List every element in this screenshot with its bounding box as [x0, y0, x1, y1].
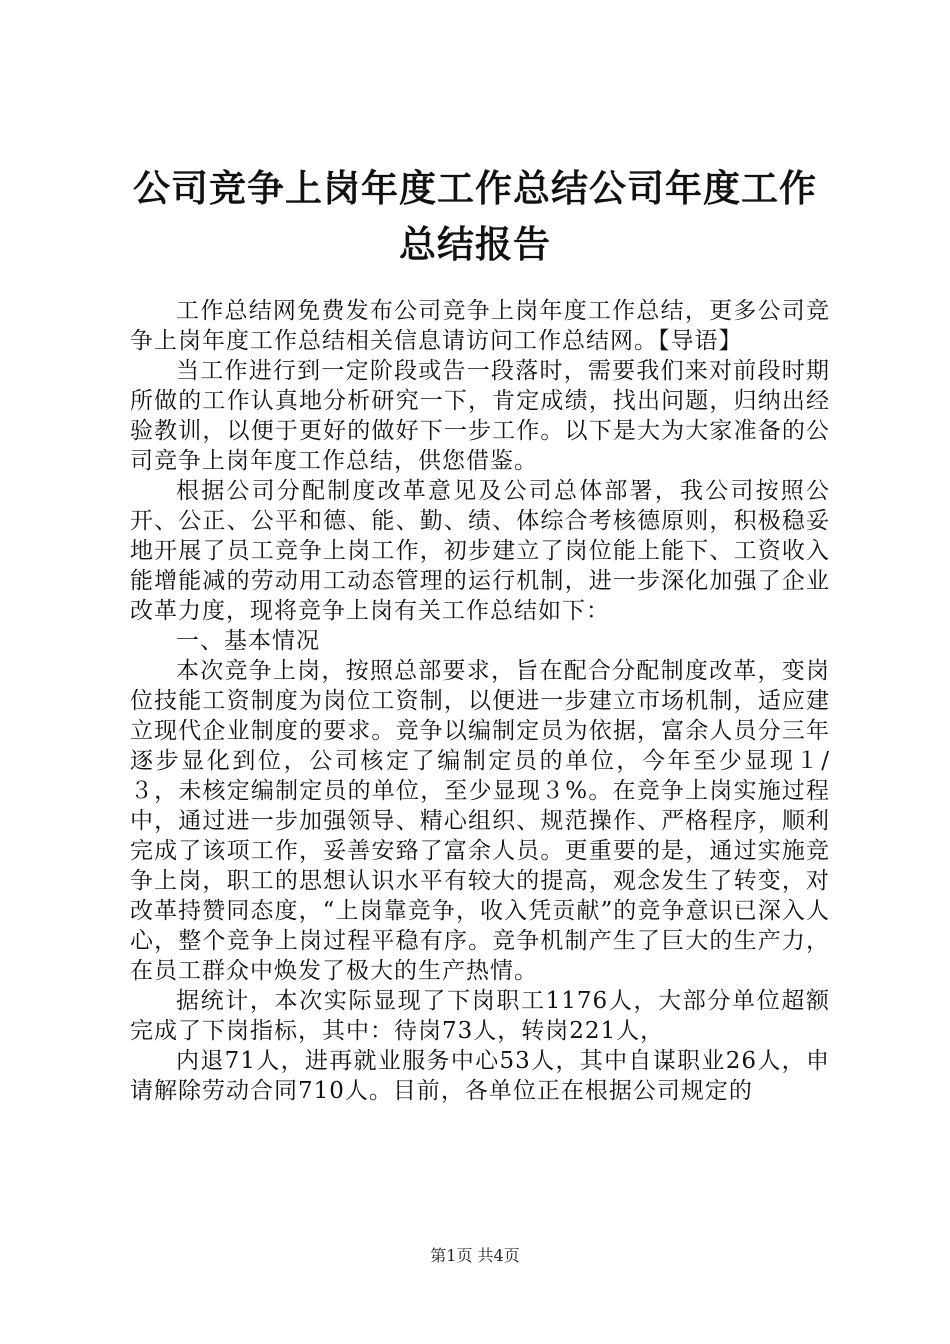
paragraph-preface: 当工作进行到一定阶段或告一段落时，需要我们来对前段时期所做的工作认真地分析研究一下，肯定成绩，找出问题，归纳出经验教训，以便于更好的做好下一步工作。以下是大为大家准备的公司竞争上岗年度工作总结，供您借鉴。 [130, 358, 830, 474]
document-title: 公司竞争上岗年度工作总结公司年度工作总结报告 [133, 166, 817, 266]
paragraph-statistics: 据统计，本次实际显现了下岗职工1176人，大部分单位超额完成了下岗指标，其中：待岗73人，转岗221人， [130, 988, 830, 1044]
page-footer: 第1页 共4页 [430, 1246, 520, 1265]
paragraph-basic-situation: 本次竞争上岗，按照总部要求，旨在配合分配制度改革，变岗位技能工资制度为岗位工资制，以便进一步建立市场机制，适应建立现代企业制度的要求。竞争以编制定员为依据，富余人员分三年逐步显化到位，公司核定了编制定员的单位，今年至少显现１/３，未核定编制定员的单位，至少显现３%。在竞争上岗实施过程中，通过进一步加强领导、精心组织、规范操作、严格程序，顺利完成了该项工作，妥善安臵了富余人员。更重要的是，通过实施竞争上岗，职工的思想认识水平有较大的提高，观念发生了转变，对改革持赞同态度，“上岗靠竞争，收入凭贡献”的竞争意识已深入人心，整个竞争上岗过程平稳有序。竞争机制产生了巨大的生产力，在员工群众中焕发了极大的生产热情。 [130, 658, 830, 984]
section-heading-basic-situation: 一、基本情况 [176, 628, 320, 654]
paragraph-background: 根据公司分配制度改革意见及公司总体部署，我公司按照公开、公正、公平和德、能、勤、绩、体综合考核德原则，积极稳妥地开展了员工竞争上岗工作，初步建立了岗位能上能下、工资收入能增能减的劳动用工动态管理的运行机制，进一步深化加强了企业改革力度，现将竞争上岗有关工作总结如下： [130, 478, 830, 624]
paragraph-intro: 工作总结网免费发布公司竞争上岗年度工作总结，更多公司竞争上岗年度工作总结相关信息请访问工作总结网。【导语】 [130, 298, 830, 354]
paragraph-statistics-continued: 内退71人，进再就业服务中心53人，其中自谋职业26人，申请解除劳动合同710人。目前，各单位正在根据公司规定的 [130, 1048, 830, 1104]
document-body [130, 296, 830, 1106]
